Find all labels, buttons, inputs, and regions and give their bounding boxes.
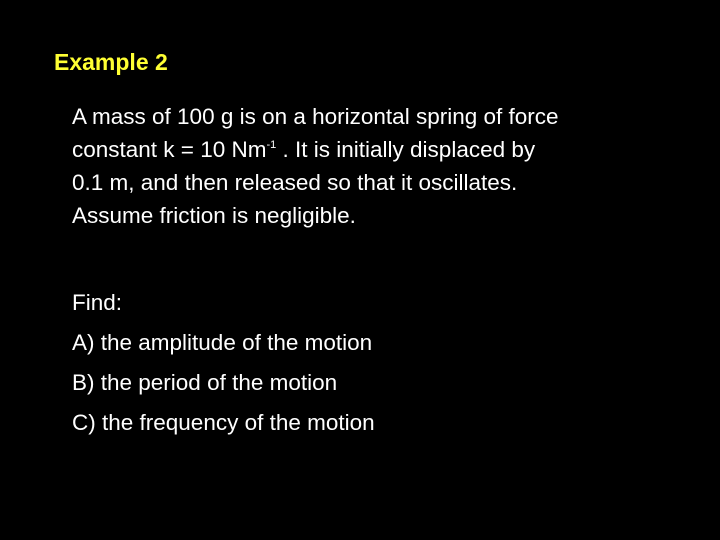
problem-line-4: Assume friction is negligible.: [72, 203, 356, 228]
find-item-a: A) the amplitude of the motion: [72, 330, 373, 355]
find-item-b: B) the period of the motion: [72, 370, 338, 395]
find-item-c: C) the frequency of the motion: [72, 410, 375, 435]
problem-line-1: A mass of 100 g is on a horizontal spring of force: [72, 104, 559, 129]
problem-line-2-start: constant k = 10 Nm: [72, 137, 267, 162]
problem-line-2-end: . It is initially displaced by: [276, 137, 536, 162]
problem-paragraph: [72, 100, 692, 232]
exponent-superscript: -1: [266, 139, 277, 151]
problem-line-2: [72, 133, 692, 166]
find-section: [72, 283, 375, 443]
problem-statement: [72, 100, 692, 232]
problem-line-3: 0.1 m, and then released so that it oscillates.: [72, 170, 518, 195]
find-heading: Find:: [72, 290, 123, 315]
slide-title: Example 2: [54, 49, 168, 75]
